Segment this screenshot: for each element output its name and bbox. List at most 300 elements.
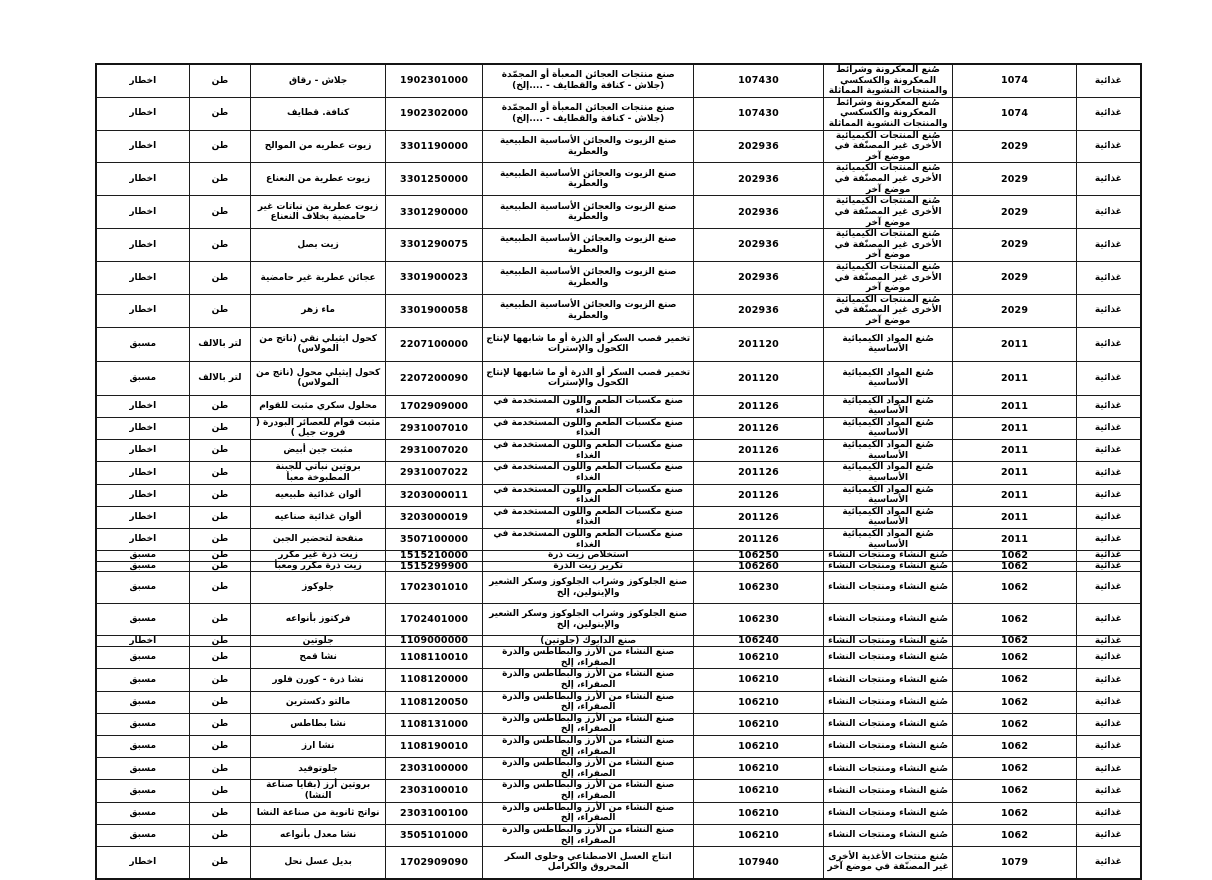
cell-product: جلوكوز <box>251 572 386 604</box>
cell-sector-code: 2029 <box>953 163 1076 196</box>
cell-status: مسبق <box>96 669 189 691</box>
cell-category: غذائية <box>1076 802 1141 824</box>
table-row <box>96 713 1141 735</box>
cell-unit: طن <box>189 736 251 758</box>
cell-unit: طن <box>189 484 251 506</box>
cell-product: نشا قمح <box>251 647 386 669</box>
cell-hs-code: 1702301010 <box>386 572 483 604</box>
cell-sector: صُنع المواد الكيميائية الأساسية <box>823 484 953 506</box>
cell-sector-code: 2011 <box>953 462 1076 484</box>
cell-sector-code: 2029 <box>953 130 1076 163</box>
table-row <box>96 294 1141 327</box>
cell-category: غذائية <box>1076 669 1141 691</box>
cell-status: مسبق <box>96 691 189 713</box>
cell-sector-code: 2011 <box>953 327 1076 361</box>
cell-sector-code: 1062 <box>953 802 1076 824</box>
cell-status: مسبق <box>96 647 189 669</box>
cell-status: مسبق <box>96 327 189 361</box>
table-row <box>96 647 1141 669</box>
cell-unit: طن <box>189 229 251 262</box>
cell-sector: صُنع النشاء ومنتجات النشاء <box>823 736 953 758</box>
cell-hs-code: 1515210000 <box>386 551 483 562</box>
cell-sector-code: 2011 <box>953 528 1076 550</box>
cell-sector-code: 2011 <box>953 395 1076 417</box>
cell-sector: صُنع النشاء ومنتجات النشاء <box>823 551 953 562</box>
cell-sector: صُنع المعكرونة وشرائط المعكرونة والكسكسي والمنتجات النشوية المماثلة <box>823 97 953 130</box>
cell-sector: صُنع المعكرونة وشرائط المعكرونة والكسكسي والمنتجات النشوية المماثلة <box>823 64 953 97</box>
cell-product: بديل عسل نحل <box>251 847 386 879</box>
cell-status: اخطار <box>96 163 189 196</box>
cell-product: نشا ارز <box>251 736 386 758</box>
table-row <box>96 758 1141 780</box>
cell-unit: طن <box>189 636 251 647</box>
table-row <box>96 261 1141 294</box>
table-row <box>96 130 1141 163</box>
cell-category: غذائية <box>1076 64 1141 97</box>
cell-hs-code: 1702401000 <box>386 604 483 636</box>
table-row <box>96 462 1141 484</box>
cell-unit: طن <box>189 506 251 528</box>
cell-activity-code: 106240 <box>694 636 824 647</box>
cell-category: غذائية <box>1076 736 1141 758</box>
cell-activity-code: 106260 <box>694 561 824 572</box>
table-body <box>96 64 1141 879</box>
cell-status: مسبق <box>96 824 189 846</box>
cell-sector: صُنع المنتجات الكيميائية الأخرى غير المصنّفة في موضع آخر <box>823 229 953 262</box>
cell-status: مسبق <box>96 758 189 780</box>
cell-product: زيوت عطرية من النعناع <box>251 163 386 196</box>
cell-category: غذائية <box>1076 824 1141 846</box>
table-row <box>96 417 1141 439</box>
cell-activity: صنع النشاء من الأرز والبطاطس والذرة الصفراء، إلخ <box>483 647 694 669</box>
cell-status: اخطار <box>96 196 189 229</box>
cell-sector: صُنع المواد الكيميائية الأساسية <box>823 327 953 361</box>
table-row <box>96 196 1141 229</box>
cell-sector: صُنع النشاء ومنتجات النشاء <box>823 713 953 735</box>
cell-product: مالتو دكسترين <box>251 691 386 713</box>
cell-category: غذائية <box>1076 572 1141 604</box>
cell-activity-code: 106210 <box>694 669 824 691</box>
cell-unit: لتر بالالف <box>189 361 251 395</box>
cell-product: نشا بطاطس <box>251 713 386 735</box>
cell-activity-code: 201126 <box>694 528 824 550</box>
cell-hs-code: 2303100000 <box>386 758 483 780</box>
cell-sector-code: 1062 <box>953 780 1076 802</box>
cell-unit: طن <box>189 604 251 636</box>
cell-category: غذائية <box>1076 196 1141 229</box>
cell-sector: صُنع النشاء ومنتجات النشاء <box>823 691 953 713</box>
table-row <box>96 636 1141 647</box>
table-row <box>96 506 1141 528</box>
table-row <box>96 604 1141 636</box>
cell-sector: صُنع منتجات الأغذية الأخرى غير المصنّفة في موضع آخر <box>823 847 953 879</box>
cell-category: غذائية <box>1076 528 1141 550</box>
cell-status: اخطار <box>96 130 189 163</box>
cell-hs-code: 3203000019 <box>386 506 483 528</box>
cell-activity-code: 201126 <box>694 417 824 439</box>
cell-hs-code: 3301900058 <box>386 294 483 327</box>
cell-hs-code: 1902302000 <box>386 97 483 130</box>
cell-category: غذائية <box>1076 229 1141 262</box>
cell-hs-code: 1108110010 <box>386 647 483 669</box>
cell-category: غذائية <box>1076 647 1141 669</box>
cell-unit: طن <box>189 713 251 735</box>
cell-hs-code: 1108120050 <box>386 691 483 713</box>
cell-category: غذائية <box>1076 604 1141 636</box>
cell-sector: صُنع المنتجات الكيميائية الأخرى غير المصنّفة في موضع آخر <box>823 163 953 196</box>
cell-sector: صُنع المنتجات الكيميائية الأخرى غير المصنّفة في موضع آخر <box>823 294 953 327</box>
cell-status: اخطار <box>96 261 189 294</box>
cell-activity: صنع النشاء من الأرز والبطاطس والذرة الصفراء، إلخ <box>483 824 694 846</box>
cell-hs-code: 3301290075 <box>386 229 483 262</box>
cell-activity-code: 202936 <box>694 196 824 229</box>
cell-product: زيت بصل <box>251 229 386 262</box>
cell-unit: طن <box>189 130 251 163</box>
cell-activity: صنع الزيوت والعجائن الأساسية الطبيعية والعطرية <box>483 130 694 163</box>
cell-activity-code: 201126 <box>694 462 824 484</box>
cell-product: جلاش - رقاق <box>251 64 386 97</box>
cell-activity: صنع الدابوك (جلوتين) <box>483 636 694 647</box>
cell-unit: طن <box>189 691 251 713</box>
cell-product: مثبت قوام للعصائر البودرة ( فروت جيل ) <box>251 417 386 439</box>
cell-status: مسبق <box>96 713 189 735</box>
cell-unit: طن <box>189 802 251 824</box>
cell-activity: صنع الزيوت والعجائن الأساسية الطبيعية والعطرية <box>483 294 694 327</box>
cell-category: غذائية <box>1076 780 1141 802</box>
cell-activity-code: 106210 <box>694 824 824 846</box>
cell-unit: طن <box>189 440 251 462</box>
cell-category: غذائية <box>1076 561 1141 572</box>
cell-hs-code: 1702909090 <box>386 847 483 879</box>
cell-category: غذائية <box>1076 261 1141 294</box>
cell-hs-code: 2303100010 <box>386 780 483 802</box>
cell-activity: صنع الجلوكوز وشراب الجلوكوز وسكر الشعير والإينولين، إلخ <box>483 572 694 604</box>
table-row <box>96 395 1141 417</box>
cell-product: عجائن عطرية غير حامضية <box>251 261 386 294</box>
cell-activity-code: 201126 <box>694 484 824 506</box>
cell-hs-code: 1902301000 <box>386 64 483 97</box>
table-row <box>96 97 1141 130</box>
cell-sector: صُنع المواد الكيميائية الأساسية <box>823 417 953 439</box>
cell-sector-code: 1062 <box>953 758 1076 780</box>
cell-status: مسبق <box>96 736 189 758</box>
cell-hs-code: 1108131000 <box>386 713 483 735</box>
cell-sector: صُنع المنتجات الكيميائية الأخرى غير المصنّفة في موضع آخر <box>823 261 953 294</box>
cell-status: اخطار <box>96 417 189 439</box>
cell-product: ألوان غذائية صناعيه <box>251 506 386 528</box>
cell-product: فركتوز بأنواعه <box>251 604 386 636</box>
regulatory-products-table <box>95 63 1142 880</box>
cell-unit: طن <box>189 395 251 417</box>
cell-category: غذائية <box>1076 462 1141 484</box>
cell-sector-code: 2011 <box>953 484 1076 506</box>
cell-unit: طن <box>189 163 251 196</box>
cell-hs-code: 1109000000 <box>386 636 483 647</box>
cell-sector: صُنع النشاء ومنتجات النشاء <box>823 561 953 572</box>
cell-unit: طن <box>189 669 251 691</box>
cell-status: اخطار <box>96 636 189 647</box>
table-row <box>96 802 1141 824</box>
table-row <box>96 572 1141 604</box>
cell-status: مسبق <box>96 572 189 604</box>
cell-category: غذائية <box>1076 713 1141 735</box>
cell-activity: صنع مكسبات الطعم واللون المستخدمة في الغذاء <box>483 462 694 484</box>
table-row <box>96 327 1141 361</box>
cell-product: ماء زهر <box>251 294 386 327</box>
table-row <box>96 847 1141 879</box>
cell-sector: صُنع النشاء ومنتجات النشاء <box>823 604 953 636</box>
cell-activity: صنع منتجات العجائن المعبأة أو المجمّدة (جلاش - كنافة والقطايف - ....إلخ) <box>483 97 694 130</box>
cell-sector-code: 1074 <box>953 97 1076 130</box>
table-row <box>96 780 1141 802</box>
cell-sector-code: 2011 <box>953 506 1076 528</box>
cell-sector-code: 1062 <box>953 691 1076 713</box>
cell-activity-code: 107430 <box>694 64 824 97</box>
table-row <box>96 551 1141 562</box>
cell-sector: صُنع المواد الكيميائية الأساسية <box>823 528 953 550</box>
cell-activity: صنع النشاء من الأرز والبطاطس والذرة الصفراء، إلخ <box>483 758 694 780</box>
cell-activity: صنع مكسبات الطعم واللون المستخدمة في الغذاء <box>483 528 694 550</box>
cell-status: مسبق <box>96 780 189 802</box>
table-row <box>96 528 1141 550</box>
cell-sector: صُنع النشاء ومنتجات النشاء <box>823 647 953 669</box>
cell-product: كحول إيثيلي محول (ناتج من المولاس) <box>251 361 386 395</box>
cell-unit: طن <box>189 551 251 562</box>
cell-status: اخطار <box>96 484 189 506</box>
table-row <box>96 361 1141 395</box>
cell-unit: طن <box>189 417 251 439</box>
cell-sector: صُنع النشاء ومنتجات النشاء <box>823 802 953 824</box>
cell-sector: صُنع المواد الكيميائية الأساسية <box>823 395 953 417</box>
cell-hs-code: 2931007010 <box>386 417 483 439</box>
cell-activity: صنع النشاء من الأرز والبطاطس والذرة الصفراء، إلخ <box>483 780 694 802</box>
cell-sector-code: 1062 <box>953 647 1076 669</box>
cell-product: زيت ذرة غير مكرر <box>251 551 386 562</box>
cell-activity: صنع النشاء من الأرز والبطاطس والذرة الصفراء، إلخ <box>483 713 694 735</box>
cell-status: اخطار <box>96 229 189 262</box>
cell-unit: طن <box>189 462 251 484</box>
cell-activity-code: 106230 <box>694 604 824 636</box>
cell-status: مسبق <box>96 561 189 572</box>
cell-sector: صُنع النشاء ومنتجات النشاء <box>823 636 953 647</box>
cell-sector-code: 1062 <box>953 572 1076 604</box>
cell-sector-code: 2029 <box>953 294 1076 327</box>
cell-hs-code: 1108190010 <box>386 736 483 758</box>
cell-activity: استخلاص زيت ذرة <box>483 551 694 562</box>
cell-product: نواتج ثانوية من صناعة النشا <box>251 802 386 824</box>
cell-unit: طن <box>189 97 251 130</box>
cell-category: غذائية <box>1076 691 1141 713</box>
cell-hs-code: 1108120000 <box>386 669 483 691</box>
cell-activity: صنع النشاء من الأرز والبطاطس والذرة الصفراء، إلخ <box>483 736 694 758</box>
cell-hs-code: 1515299900 <box>386 561 483 572</box>
cell-category: غذائية <box>1076 636 1141 647</box>
cell-sector-code: 1062 <box>953 604 1076 636</box>
cell-product: محلول سكري مثبت للقوام <box>251 395 386 417</box>
cell-category: غذائية <box>1076 551 1141 562</box>
cell-product: كحول ايثيلي نقي (ناتج من المولاس) <box>251 327 386 361</box>
cell-hs-code: 3301190000 <box>386 130 483 163</box>
cell-product: منفحة لتحضير الجبن <box>251 528 386 550</box>
cell-category: غذائية <box>1076 130 1141 163</box>
cell-activity: تخمير قصب السكر أو الذرة أو ما شابهها لإنتاج الكحول والإسترات <box>483 327 694 361</box>
table-row <box>96 163 1141 196</box>
cell-sector-code: 1062 <box>953 713 1076 735</box>
cell-sector-code: 1079 <box>953 847 1076 879</box>
cell-product: بروتين أرز (بقايا صناعة النشا) <box>251 780 386 802</box>
cell-sector: صُنع المواد الكيميائية الأساسية <box>823 440 953 462</box>
cell-sector-code: 1062 <box>953 561 1076 572</box>
cell-hs-code: 3203000011 <box>386 484 483 506</box>
cell-product: جلوتوفيد <box>251 758 386 780</box>
cell-activity-code: 201126 <box>694 440 824 462</box>
cell-activity: صنع الزيوت والعجائن الأساسية الطبيعية والعطرية <box>483 196 694 229</box>
table-row <box>96 440 1141 462</box>
cell-activity-code: 106210 <box>694 691 824 713</box>
cell-activity-code: 201126 <box>694 506 824 528</box>
cell-product: زيوت عطرية من نباتات غير حامضية بخلاف النعناع <box>251 196 386 229</box>
cell-sector-code: 2011 <box>953 361 1076 395</box>
cell-status: مسبق <box>96 551 189 562</box>
cell-sector: صُنع النشاء ومنتجات النشاء <box>823 572 953 604</box>
cell-status: اخطار <box>96 528 189 550</box>
table-row <box>96 484 1141 506</box>
cell-hs-code: 2931007022 <box>386 462 483 484</box>
cell-category: غذائية <box>1076 97 1141 130</box>
cell-sector-code: 2029 <box>953 196 1076 229</box>
cell-activity-code: 202936 <box>694 163 824 196</box>
cell-activity: صنع منتجات العجائن المعبأة أو المجمّدة (جلاش - كنافة والقطايف - ....إلخ) <box>483 64 694 97</box>
cell-sector: صُنع النشاء ومنتجات النشاء <box>823 824 953 846</box>
cell-activity-code: 106210 <box>694 647 824 669</box>
cell-status: اخطار <box>96 462 189 484</box>
cell-category: غذائية <box>1076 294 1141 327</box>
cell-hs-code: 2207200090 <box>386 361 483 395</box>
cell-unit: طن <box>189 561 251 572</box>
cell-activity: صنع الزيوت والعجائن الأساسية الطبيعية والعطرية <box>483 163 694 196</box>
cell-sector: صُنع المواد الكيميائية الأساسية <box>823 462 953 484</box>
cell-unit: طن <box>189 294 251 327</box>
cell-unit: طن <box>189 64 251 97</box>
cell-status: اخطار <box>96 97 189 130</box>
cell-unit: طن <box>189 780 251 802</box>
cell-hs-code: 2303100100 <box>386 802 483 824</box>
cell-activity: انتاج العسل الاصطناعي وحلوى السكر المحروق والكرامل <box>483 847 694 879</box>
table-row <box>96 561 1141 572</box>
cell-activity-code: 106210 <box>694 780 824 802</box>
cell-activity-code: 107940 <box>694 847 824 879</box>
cell-activity-code: 106210 <box>694 802 824 824</box>
table-row <box>96 824 1141 846</box>
cell-unit: طن <box>189 824 251 846</box>
table-container <box>95 63 1142 880</box>
cell-unit: طن <box>189 647 251 669</box>
cell-activity-code: 106230 <box>694 572 824 604</box>
cell-unit: طن <box>189 572 251 604</box>
cell-category: غذائية <box>1076 163 1141 196</box>
cell-activity: تكرير زيت الذرة <box>483 561 694 572</box>
cell-unit: طن <box>189 758 251 780</box>
cell-hs-code: 2207100000 <box>386 327 483 361</box>
cell-sector: صُنع المنتجات الكيميائية الأخرى غير المصنّفة في موضع آخر <box>823 196 953 229</box>
cell-status: اخطار <box>96 294 189 327</box>
cell-sector: صُنع المنتجات الكيميائية الأخرى غير المصنّفة في موضع آخر <box>823 130 953 163</box>
cell-category: غذائية <box>1076 847 1141 879</box>
cell-sector: صُنع النشاء ومنتجات النشاء <box>823 780 953 802</box>
cell-sector-code: 1062 <box>953 636 1076 647</box>
cell-activity: صنع النشاء من الأرز والبطاطس والذرة الصفراء، إلخ <box>483 691 694 713</box>
cell-sector-code: 2011 <box>953 417 1076 439</box>
cell-category: غذائية <box>1076 484 1141 506</box>
cell-hs-code: 3301250000 <box>386 163 483 196</box>
cell-sector: صُنع النشاء ومنتجات النشاء <box>823 758 953 780</box>
cell-activity: صنع النشاء من الأرز والبطاطس والذرة الصفراء، إلخ <box>483 669 694 691</box>
cell-product: نشا ذرة - كورن فلور <box>251 669 386 691</box>
cell-activity: صنع مكسبات الطعم واللون المستخدمة في الغذاء <box>483 417 694 439</box>
cell-category: غذائية <box>1076 506 1141 528</box>
cell-sector-code: 1062 <box>953 824 1076 846</box>
cell-status: اخطار <box>96 395 189 417</box>
cell-activity: صنع الجلوكوز وشراب الجلوكوز وسكر الشعير والإينولين، إلخ <box>483 604 694 636</box>
cell-activity-code: 107430 <box>694 97 824 130</box>
cell-category: غذائية <box>1076 395 1141 417</box>
cell-sector-code: 2029 <box>953 229 1076 262</box>
cell-hs-code: 3507100000 <box>386 528 483 550</box>
cell-category: غذائية <box>1076 758 1141 780</box>
cell-hs-code: 3505101000 <box>386 824 483 846</box>
cell-activity-code: 202936 <box>694 294 824 327</box>
cell-hs-code: 1702909000 <box>386 395 483 417</box>
cell-status: مسبق <box>96 802 189 824</box>
cell-sector-code: 1062 <box>953 669 1076 691</box>
cell-sector-code: 2029 <box>953 261 1076 294</box>
cell-sector: صُنع المواد الكيميائية الأساسية <box>823 361 953 395</box>
cell-unit: طن <box>189 196 251 229</box>
cell-sector-code: 1062 <box>953 551 1076 562</box>
cell-status: مسبق <box>96 604 189 636</box>
cell-hs-code: 3301900023 <box>386 261 483 294</box>
cell-activity: صنع الزيوت والعجائن الأساسية الطبيعية والعطرية <box>483 261 694 294</box>
table-row <box>96 691 1141 713</box>
cell-unit: طن <box>189 261 251 294</box>
cell-product: جلوتين <box>251 636 386 647</box>
cell-product: بروتين نباتي للجبنة المطبوخة معبأ <box>251 462 386 484</box>
cell-hs-code: 2931007020 <box>386 440 483 462</box>
cell-activity-code: 106210 <box>694 713 824 735</box>
cell-sector: صُنع النشاء ومنتجات النشاء <box>823 669 953 691</box>
cell-activity: صنع الزيوت والعجائن الأساسية الطبيعية والعطرية <box>483 229 694 262</box>
cell-activity: صنع مكسبات الطعم واللون المستخدمة في الغذاء <box>483 395 694 417</box>
cell-activity-code: 201120 <box>694 327 824 361</box>
cell-activity: صنع النشاء من الأرز والبطاطس والذرة الصفراء، إلخ <box>483 802 694 824</box>
cell-product: ألوان غذائية طبيعيه <box>251 484 386 506</box>
cell-unit: لتر بالالف <box>189 327 251 361</box>
table-row <box>96 736 1141 758</box>
cell-unit: طن <box>189 847 251 879</box>
cell-category: غذائية <box>1076 417 1141 439</box>
cell-sector: صُنع المواد الكيميائية الأساسية <box>823 506 953 528</box>
cell-unit: طن <box>189 528 251 550</box>
cell-product: كنافة. قطايف <box>251 97 386 130</box>
cell-sector-code: 1062 <box>953 736 1076 758</box>
cell-sector-code: 2011 <box>953 440 1076 462</box>
cell-activity: صنع مكسبات الطعم واللون المستخدمة في الغذاء <box>483 484 694 506</box>
table-row <box>96 669 1141 691</box>
cell-product: نشا معدل بأنواعه <box>251 824 386 846</box>
table-row <box>96 64 1141 97</box>
cell-activity-code: 106210 <box>694 758 824 780</box>
cell-activity: صنع مكسبات الطعم واللون المستخدمة في الغذاء <box>483 440 694 462</box>
